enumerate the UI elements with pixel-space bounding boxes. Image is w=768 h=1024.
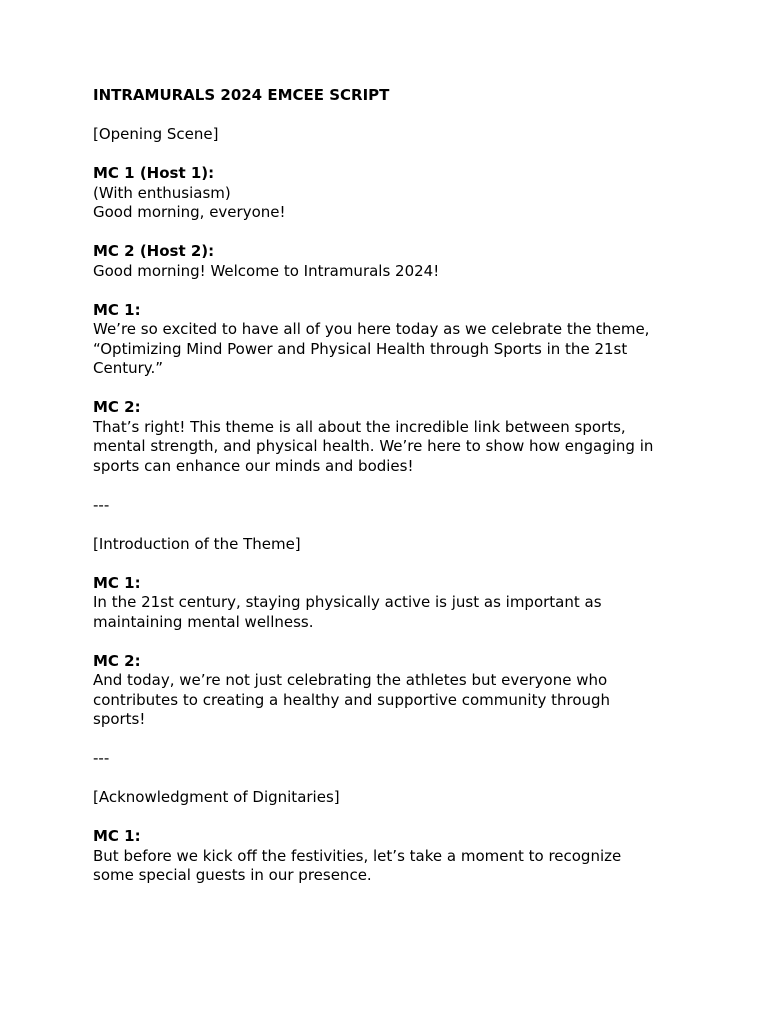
blank-line xyxy=(93,106,683,126)
blank-line xyxy=(93,515,683,535)
text-line: But before we kick off the festivities, let’s take a moment to recognize xyxy=(93,846,622,865)
text-line: We’re so excited to have all of you here today as we celebrate the theme, xyxy=(93,320,650,338)
blank-line xyxy=(93,379,683,399)
speaker-label: MC 2: xyxy=(93,398,141,416)
blank-line xyxy=(93,476,683,496)
blank-line xyxy=(93,145,683,165)
text-line: Century.” xyxy=(93,359,164,377)
text-line: (With enthusiasm) xyxy=(93,183,231,202)
speaker-label: MC 1: xyxy=(93,300,141,319)
speaker-label: MC 2 (Host 2): xyxy=(93,242,215,260)
text-line: mental strength, and physical health. We’re here to show how engaging in xyxy=(93,437,654,455)
scene-heading: [Opening Scene] xyxy=(93,125,219,143)
speaker-label: MC 1: xyxy=(93,827,141,845)
text-line: Good morning! Welcome to Intramurals 2024! xyxy=(93,261,440,280)
text-line: contributes to creating a healthy and supportive community through xyxy=(93,690,611,709)
blank-line xyxy=(93,730,683,750)
text-line: sports! xyxy=(93,710,146,728)
blank-line xyxy=(93,223,683,243)
scene-heading: [Introduction of the Theme] xyxy=(93,534,301,553)
text-line: maintaining mental wellness. xyxy=(93,612,314,631)
text-line: Good morning, everyone! xyxy=(93,203,286,221)
document-body xyxy=(93,86,683,886)
text-line: sports can enhance our minds and bodies! xyxy=(93,456,414,475)
section-divider: --- xyxy=(93,749,110,767)
document-title: INTRAMURALS 2024 EMCEE SCRIPT xyxy=(93,86,390,104)
blank-line xyxy=(93,632,683,652)
scene-heading: [Acknowledgment of Dignitaries] xyxy=(93,788,340,806)
text-line: And today, we’re not just celebrating the athletes but everyone who xyxy=(93,671,608,689)
speaker-label: MC 1 (Host 1): xyxy=(93,164,215,182)
text-line: “Optimizing Mind Power and Physical Health through Sports in the 21st xyxy=(93,339,628,358)
section-divider: --- xyxy=(93,495,110,514)
text-line: In the 21st century, staying physically active is just as important as xyxy=(93,593,602,611)
blank-line xyxy=(93,554,683,574)
speaker-label: MC 2: xyxy=(93,651,141,670)
blank-line xyxy=(93,281,683,301)
blank-line xyxy=(93,769,683,789)
text-line: some special guests in our presence. xyxy=(93,866,372,884)
text-line: That’s right! This theme is all about the incredible link between sports, xyxy=(93,417,626,436)
speaker-label: MC 1: xyxy=(93,573,141,592)
blank-line xyxy=(93,808,683,828)
